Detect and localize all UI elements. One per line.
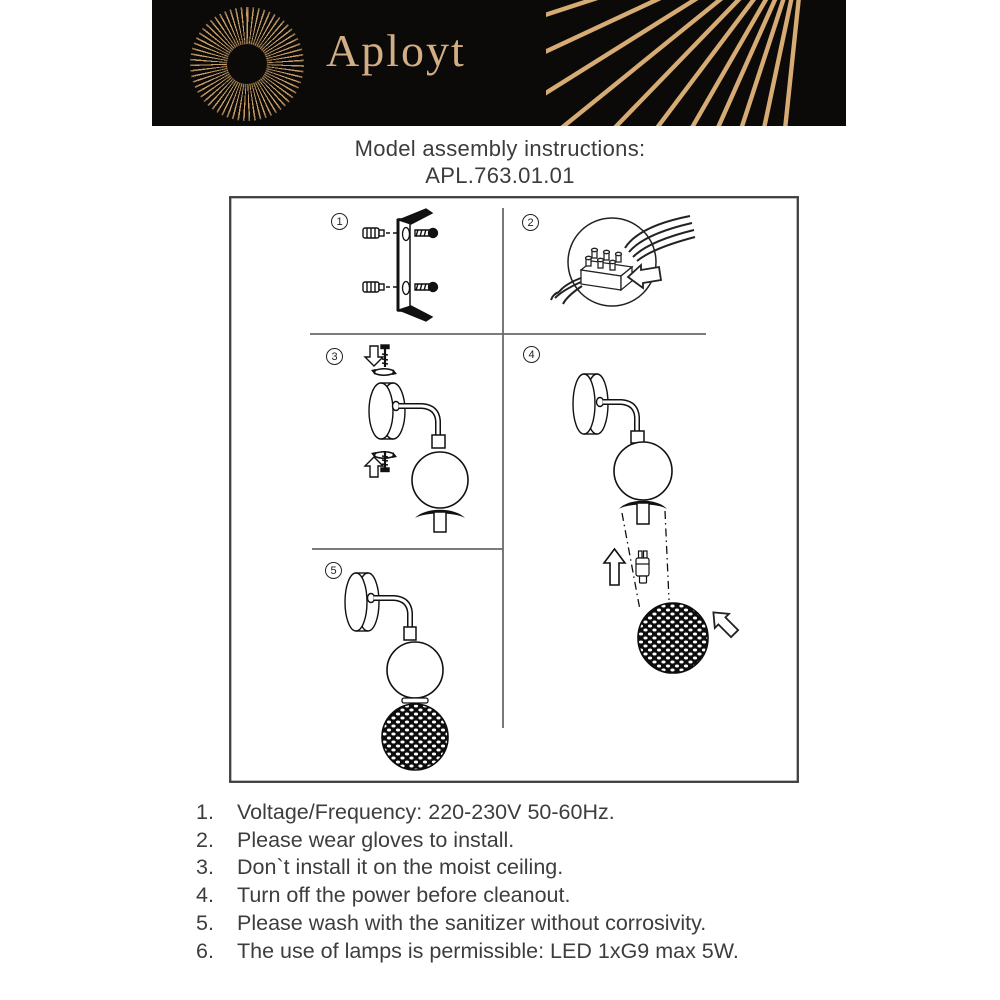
step-number-1: 1 (331, 213, 348, 230)
instruction-item (196, 938, 856, 966)
step-number-3: 3 (326, 348, 343, 365)
instruction-text: The use of lamps is permissible: LED 1xG9 max 5W. (237, 938, 739, 963)
step-number-2: 2 (522, 214, 539, 231)
step-number-5: 5 (325, 562, 342, 579)
instruction-number: 1. (196, 800, 214, 824)
instruction-text: Please wear gloves to install. (237, 827, 515, 852)
model-number: APL.763.01.01 (425, 163, 575, 188)
instruction-item (196, 854, 856, 882)
instruction-list (196, 799, 856, 965)
instruction-text: Turn off the power before cleanout. (237, 883, 571, 908)
assembly-diagram-box (229, 196, 799, 783)
brand-name: Aployt (326, 25, 466, 76)
brand-banner (152, 0, 846, 126)
instruction-text: Voltage/Frequency: 220-230V 50-60Hz. (237, 800, 615, 824)
instruction-number: 6. (196, 938, 214, 963)
sunburst-logo-icon (190, 7, 304, 121)
instruction-number: 5. (196, 910, 214, 935)
page-title: Model assembly instructions: (354, 136, 646, 161)
instruction-item (196, 799, 856, 827)
instruction-text: Please wash with the sanitizer without corrosivity. (237, 910, 707, 935)
step-number-4: 4 (523, 346, 540, 363)
instruction-item (196, 882, 856, 910)
corner-rays-decoration (546, 0, 846, 126)
instruction-number: 3. (196, 855, 214, 880)
instruction-item (196, 827, 856, 855)
instruction-number: 2. (196, 827, 214, 852)
instruction-item (196, 910, 856, 938)
assembly-diagram (229, 196, 799, 783)
instruction-text: Don`t install it on the moist ceiling. (237, 855, 564, 880)
instruction-number: 4. (196, 883, 214, 908)
